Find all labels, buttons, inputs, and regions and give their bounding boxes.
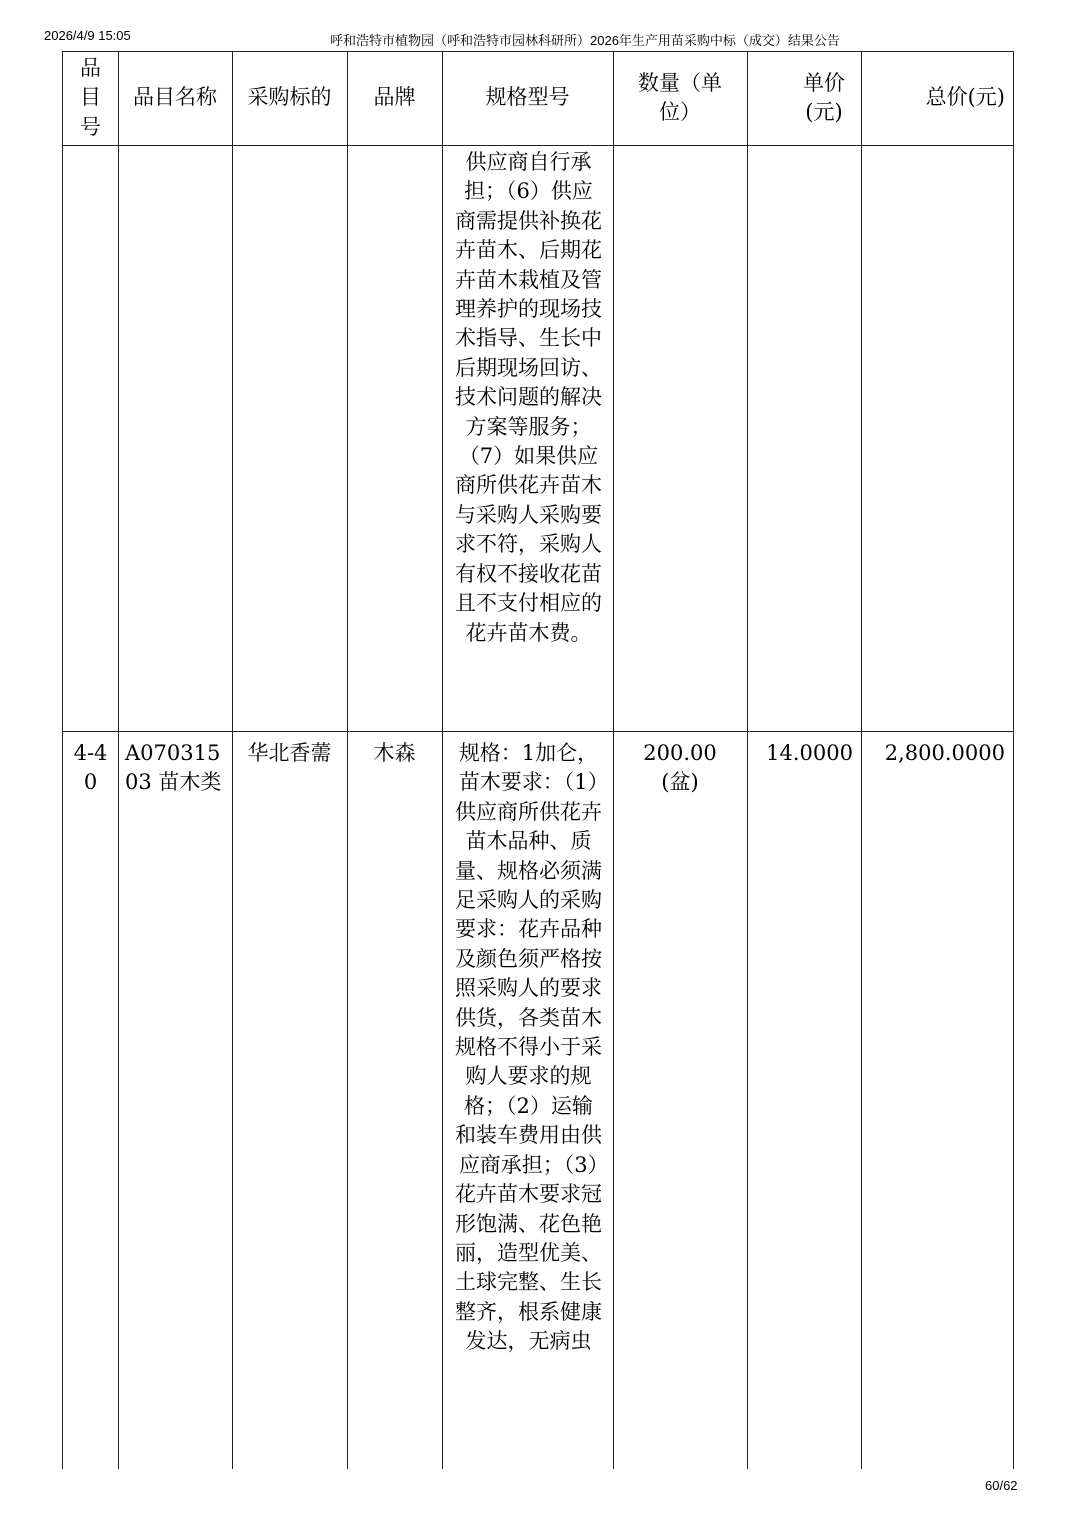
- spec-cell-continued: 供应商自行承担；（6）供应商需提供补换花卉苗木、后期花卉苗木栽植及管理养护的现场技术指导、生长中后期现场回访、技术问题的解决方案等服务；（7）如果供应商所供花卉苗木与采购人采购要求不符，采购人有权不接收花苗且不支付相应的花卉苗木费。: [455, 150, 602, 645]
- item-name-cell: A07031503 苗木类: [125, 741, 222, 795]
- header-unit-price: 单价(元): [803, 70, 845, 124]
- col-line: [861, 51, 862, 1469]
- header-separator: [62, 145, 1014, 146]
- spec-cell: 规格：1加仑，苗木要求：（1）供应商所供花卉苗木品种、质量、规格必须满足采购人的采购要求：花卉品种及颜色须严格按照采购人的要求供货，各类苗木规格不得小于采购人要求的规格；（2）运输和装车费用由供应商承担；（3）花卉苗木要求冠形饱满、花色艳丽，造型优美、土球完整、生长整齐，根系健康发达，无病虫: [455, 741, 602, 1354]
- header-total: 总价(元): [925, 85, 1005, 110]
- quantity-value: 200.00: [643, 741, 717, 765]
- header-brand: 品牌: [373, 85, 416, 110]
- table-border-top: [62, 51, 1014, 52]
- header-spec: 规格型号: [485, 85, 570, 110]
- col-line: [613, 51, 614, 1469]
- col-line: [442, 51, 443, 1469]
- target-cell: 华北香薷: [247, 741, 332, 765]
- item-no-cell: 4-40: [73, 741, 108, 795]
- header-item-name: 品目名称: [133, 85, 217, 110]
- col-line: [1013, 51, 1014, 1469]
- col-line: [62, 51, 63, 1469]
- page-number: 60/62: [985, 1478, 1018, 1493]
- total-cell: 2,800.0000: [884, 741, 1005, 765]
- quantity-unit: (盆): [661, 770, 699, 795]
- unit-price-cell: 14.0000: [766, 741, 853, 765]
- col-line: [118, 51, 119, 1469]
- col-line: [232, 51, 233, 1469]
- print-datetime: 2026/4/9 15:05: [44, 28, 131, 43]
- col-line: [747, 51, 748, 1469]
- quantity-cell: [617, 739, 743, 798]
- row-separator: [62, 731, 1014, 732]
- document-title: 呼和浩特市植物园（呼和浩特市园林科研所）2026年生产用苗采购中标（成交）结果公告: [330, 33, 840, 48]
- header-quantity: 数量（单位）: [638, 70, 722, 124]
- col-line: [347, 51, 348, 1469]
- results-table: [62, 51, 1014, 1469]
- brand-cell: 木森: [373, 741, 416, 765]
- header-item-no: 品目号: [80, 55, 101, 139]
- header-target: 采购标的: [247, 85, 332, 110]
